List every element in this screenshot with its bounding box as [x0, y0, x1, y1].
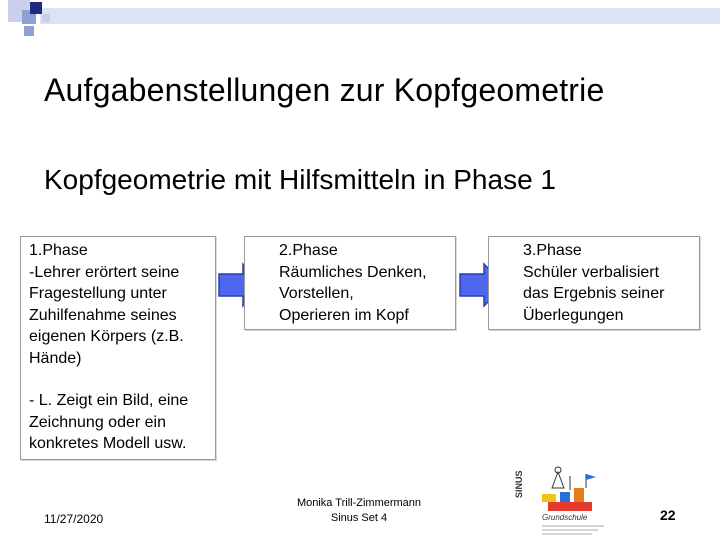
phase-1-extra-line: Zeichnung oder ein: [29, 413, 166, 431]
footer-credit: [284, 496, 434, 526]
deco-square-dark: [30, 2, 42, 14]
phase-3-heading: 3.Phase: [523, 242, 582, 259]
phase-2-box: [244, 236, 456, 330]
phase-1-heading: 1.Phase: [29, 242, 88, 259]
sinus-grundschule-logo: [512, 462, 616, 536]
slide-subtitle: Kopfgeometrie mit Hilfsmitteln in Phase 1: [44, 164, 556, 195]
phase-2-heading: 2.Phase: [279, 242, 338, 259]
phase-1-line: Fragestellung unter: [29, 285, 167, 302]
phase-2-line: Vorstellen,: [279, 285, 354, 302]
page-number: 22: [660, 507, 676, 523]
phase-3-box: [488, 236, 700, 330]
phase-1-line: -Lehrer erörtert seine: [29, 263, 180, 281]
deco-square-tiny: [42, 14, 50, 22]
phase-1-line: Zuhilfenahme seines: [29, 306, 177, 324]
footer-author: Monika Trill-Zimmermann: [296, 497, 422, 509]
phase-2-line: Räumliches Denken,: [279, 263, 427, 281]
footer-date: 11/27/2020: [44, 512, 104, 526]
header-decoration: [0, 0, 720, 40]
header-bar: [40, 8, 720, 24]
phase-3-line: Überlegungen: [523, 306, 624, 324]
svg-text:SINUS: SINUS: [514, 470, 524, 498]
phase-1-line: eigenen Körpers (z.B.: [29, 328, 184, 345]
phase-1-extra-line: - L. Zeigt ein Bild, eine: [29, 392, 189, 409]
svg-text:Grundschule: Grundschule: [542, 513, 588, 522]
phase-1-box: [20, 236, 216, 460]
footer-set: Sinus Set 4: [330, 512, 388, 524]
phase-2-line: Operieren im Kopf: [279, 306, 409, 324]
phase-1-line: Hände): [29, 349, 82, 367]
deco-square-small: [24, 26, 34, 36]
phase-3-line: Schüler verbalisiert: [523, 263, 660, 281]
slide-title: Aufgabenstellungen zur Kopfgeometrie: [44, 72, 605, 108]
phase-3-line: das Ergebnis seiner: [523, 285, 665, 302]
phase-1-extra-line: konkretes Modell usw.: [29, 435, 187, 452]
